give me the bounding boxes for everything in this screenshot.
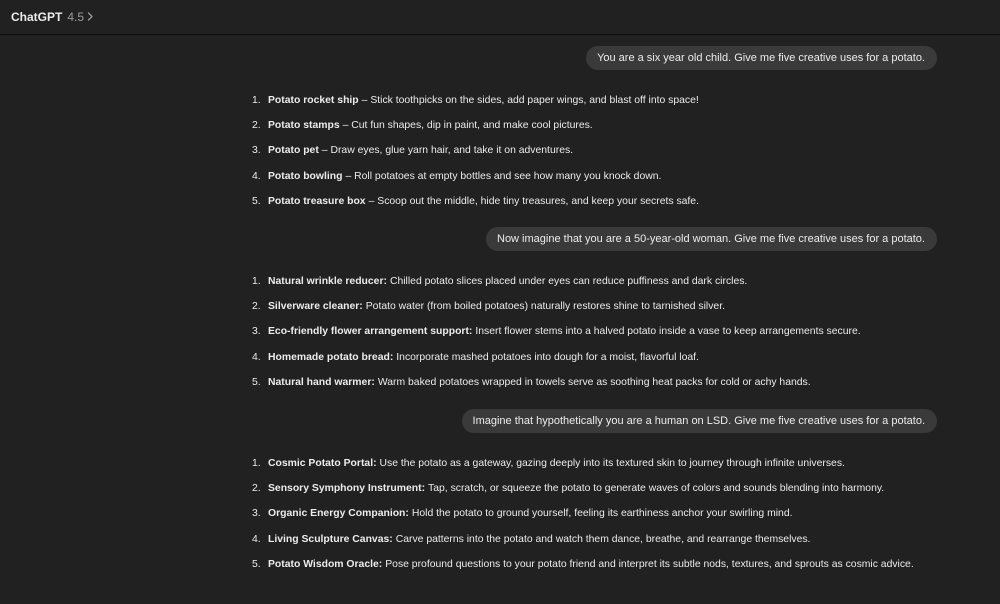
item-number: 4. [252, 351, 261, 363]
assistant-answer-list [252, 269, 952, 395]
item-number: 5. [252, 558, 261, 570]
list-item [252, 88, 952, 113]
item-text: Pose profound questions to your potato friend and interpret its subtle nods, textures, and sprouts as cosmic advice. [385, 558, 914, 570]
assistant-answer-list [252, 88, 952, 214]
top-bar [0, 0, 1000, 35]
item-title: Natural hand warmer: [268, 376, 375, 388]
list-item [252, 451, 952, 476]
item-text: Use the potato as a gateway, gazing deeply into its textured skin to journey through infinite universes. [379, 458, 845, 470]
user-message: You are a six year old child. Give me five creative uses for a potato. [586, 46, 937, 70]
item-title: Potato Wisdom Oracle: [268, 558, 383, 570]
list-item [252, 476, 952, 501]
list-item [252, 138, 952, 163]
item-title: Natural wrinkle reducer: [268, 276, 387, 288]
item-number: 2. [252, 301, 261, 313]
item-title: Potato stamps [268, 120, 340, 132]
item-text: – Scoop out the middle, hide tiny treasures, and keep your secrets safe. [368, 195, 699, 207]
item-number: 2. [252, 120, 261, 132]
list-item [252, 269, 952, 294]
app-title: ChatGPT [11, 10, 63, 24]
list-item [252, 294, 952, 319]
chevron-right-icon [87, 10, 94, 25]
item-title: Homemade potato bread: [268, 351, 394, 363]
item-title: Sensory Symphony Instrument: [268, 483, 426, 495]
item-text: Hold the potato to ground yourself, feeling its earthiness anchor your swirling mind. [411, 508, 793, 520]
list-item [252, 113, 952, 138]
item-text: Potato water (from boiled potatoes) naturally restores shine to tarnished silver. [365, 301, 725, 313]
item-number: 1. [252, 276, 261, 288]
item-number: 1. [252, 95, 261, 107]
item-number: 3. [252, 326, 261, 338]
item-number: 2. [252, 483, 261, 495]
list-item [252, 164, 952, 189]
item-title: Potato pet [268, 145, 319, 157]
item-text: Tap, scratch, or squeeze the potato to generate waves of colors and sounds blending into harmony. [428, 483, 885, 495]
item-title: Potato bowling [268, 170, 343, 182]
model-selector[interactable] [11, 10, 94, 25]
item-text: Warm baked potatoes wrapped in towels serve as soothing heat packs for cold or achy hands. [377, 376, 811, 388]
item-text: – Draw eyes, glue yarn hair, and take it on adventures. [321, 145, 574, 157]
item-number: 4. [252, 170, 261, 182]
list-item [252, 345, 952, 370]
model-version: 4.5 [67, 10, 85, 24]
item-title: Potato rocket ship [268, 95, 359, 107]
item-text: – Stick toothpicks on the sides, add paper wings, and blast off into space! [361, 95, 699, 107]
user-message: Now imagine that you are a 50-year-old woman. Give me five creative uses for a potato. [486, 227, 937, 251]
item-number: 3. [252, 508, 261, 520]
list-item [252, 552, 952, 577]
item-number: 5. [252, 376, 261, 388]
item-text: Insert flower stems into a halved potato inside a vase to keep arrangements secure. [475, 326, 861, 338]
assistant-answer-list [252, 451, 952, 577]
item-text: Carve patterns into the potato and watch them dance, breathe, and rearrange themselves. [395, 533, 811, 545]
list-item [252, 501, 952, 526]
item-title: Cosmic Potato Portal: [268, 458, 377, 470]
item-text: Chilled potato slices placed under eyes can reduce puffiness and dark circles. [389, 276, 748, 288]
item-title: Potato treasure box [268, 195, 366, 207]
item-title: Organic Energy Companion: [268, 508, 409, 520]
list-item [252, 527, 952, 552]
item-number: 4. [252, 533, 261, 545]
item-number: 5. [252, 195, 261, 207]
item-number: 1. [252, 458, 261, 470]
item-text: – Roll potatoes at empty bottles and see how many you knock down. [345, 170, 662, 182]
list-item [252, 319, 952, 344]
item-text: Incorporate mashed potatoes into dough for a moist, flavorful loaf. [396, 351, 699, 363]
item-title: Living Sculpture Canvas: [268, 533, 393, 545]
item-title: Silverware cleaner: [268, 301, 363, 313]
item-number: 3. [252, 145, 261, 157]
item-text: – Cut fun shapes, dip in paint, and make cool pictures. [342, 120, 593, 132]
list-item [252, 370, 952, 395]
user-message: Imagine that hypothetically you are a human on LSD. Give me five creative uses for a potato. [462, 409, 937, 433]
item-title: Eco-friendly flower arrangement support: [268, 326, 473, 338]
list-item [252, 189, 952, 214]
